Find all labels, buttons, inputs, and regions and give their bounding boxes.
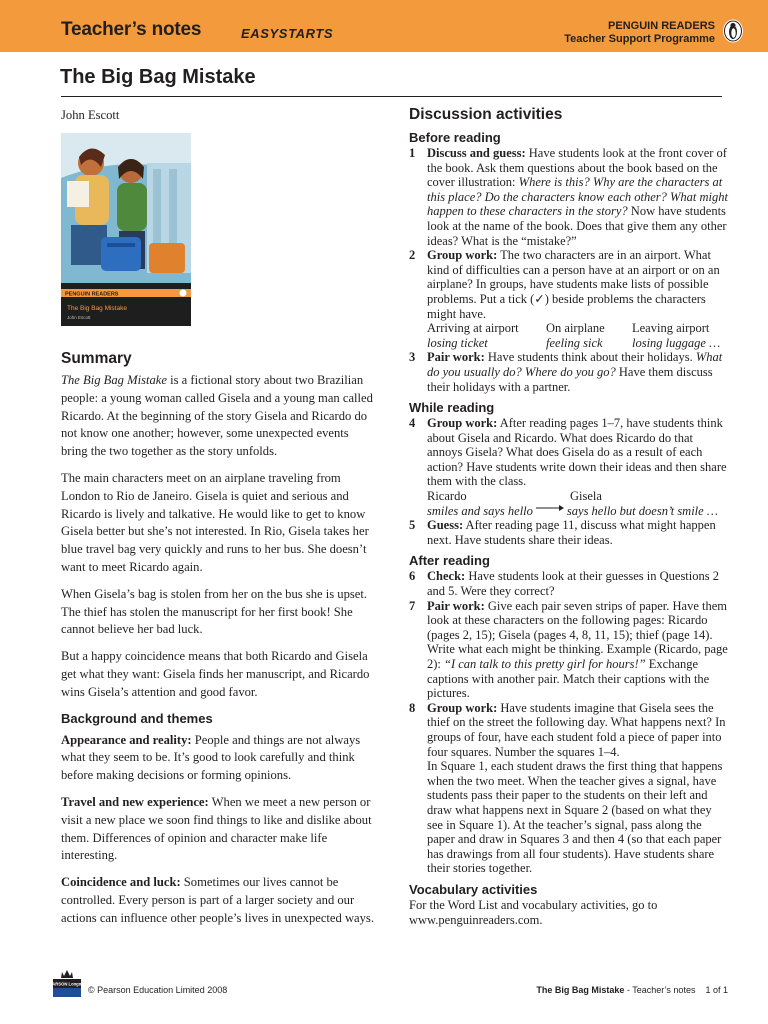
column-ricardo: Ricardo <box>427 489 467 504</box>
theme-coincidence-text: Sometimes our lives cannot be controlled. Every person is part of a larger society and our actions can influence other people’s lives in unexpected ways. <box>61 875 374 925</box>
activity-label: Group work: <box>427 700 498 715</box>
while-reading-section <box>409 400 729 547</box>
book-cover-illustration <box>61 133 191 326</box>
activity-7 <box>409 599 729 701</box>
activity-text: After reading page 11, discuss what might happen next. Have students share their ideas. <box>427 518 716 547</box>
theme-travel-label: Travel and new experience: <box>61 794 209 809</box>
theme-appearance <box>61 732 377 785</box>
activity-number: 6 <box>409 569 416 584</box>
activity-label: Guess: <box>427 518 464 533</box>
pearson-longman-logo-icon <box>46 969 88 997</box>
airport-table-header <box>409 321 729 336</box>
brand-line-2: Teacher Support Programme <box>564 33 715 45</box>
activity-6 <box>409 569 729 598</box>
theme-travel-text: When we meet a new person or visit a new place we soon find things to like and dislike about them. Differences of opinion and character make life interesting. <box>61 794 372 863</box>
theme-appearance-text: People and things are not always what they seem to be. It’s good to look carefully and think before making decisions or forming opinions. <box>61 732 361 783</box>
theme-coincidence-label: Coincidence and luck: <box>61 875 181 890</box>
column-arriving: Arriving at airport <box>427 321 519 336</box>
airport-table-example <box>409 336 729 351</box>
page-number: 1 of 1 <box>705 985 728 995</box>
column-leaving: Leaving airport <box>632 321 710 336</box>
vocabulary-section <box>409 882 729 927</box>
summary-p1-text: is a fictional story about two Brazilian people: a young woman called Gisela and a young man called Ricardo. At the beginning of the story Gisela and Ricardo do not know one another; however, some unexpected events bring the two together as the story unfolds. <box>61 373 373 459</box>
activity-text: Give each pair seven strips of paper. Have them look at these characters on the following pages: Ricardo (pages 2, 15); Gisela (pages 4, 8, 11, 15); thief (page 14). Write what each might be thinking. Example (Ricardo, page 2): <box>427 598 728 671</box>
while-reading-heading: While reading <box>409 400 495 416</box>
activity-text: Exchange captions with another pair. Match their captions with the pictures. <box>427 657 710 701</box>
summary-paragraph-3: When Gisela’s bag is stolen from her on the bus she is upset. The thief has stolen the manuscript for her first book! She cannot believe her bad luck. <box>61 586 368 637</box>
example-on-airplane: feeling sick <box>546 335 603 350</box>
activity-8-continued: In Square 1, each student draws the first thing that happens when the two meet. When the teacher gives a signal, have students pass their paper to the students on their left and draw what happens next in Square 2 (based on what they see in Square 1). At the teacher’s signal, pass along the paper and draw in Squares 3 and then 4 (so that each paper has drawings from all four students). Have students share their stories together. <box>427 759 723 876</box>
activity-4 <box>409 416 729 489</box>
copyright: © Pearson Education Limited 2008 <box>88 985 228 995</box>
book-cover-image <box>61 133 191 326</box>
after-reading-heading: After reading <box>409 553 490 569</box>
summary-paragraph-2: The main characters meet on an airplane traveling from London to Rio de Janeiro. Gisela is quiet and serious and Ricardo is lively and talkative. He would like to get to know Gisela better but she’s not interested. In Rio, Gisela takes her blue travel bag very quickly and runs to her bus. She doesn’t want to meet Ricardo again. <box>61 470 369 574</box>
before-reading-heading: Before reading <box>409 130 501 145</box>
penguin-logo-icon <box>722 19 744 43</box>
discussion-heading: Discussion activities <box>409 106 563 123</box>
activity-label: Group work: <box>427 248 498 263</box>
series-label: EASYSTARTS <box>241 26 334 41</box>
character-table-example <box>409 504 729 519</box>
theme-travel <box>61 794 377 865</box>
activity-text: Have them discuss their holidays with a partner. <box>427 364 713 394</box>
activity-number: 3 <box>409 350 416 365</box>
cover-author: John Escott <box>67 315 91 320</box>
activity-example-quote: “I can talk to this pretty girl for hours!” <box>444 657 646 671</box>
summary-book-title: The Big Bag Mistake <box>61 373 167 387</box>
footer-doc-suffix: - Teacher’s notes <box>624 985 696 995</box>
example-leaving: losing luggage … <box>632 335 721 350</box>
column-on-airplane: On airplane <box>546 321 605 336</box>
vocabulary-heading: Vocabulary activities <box>409 881 538 897</box>
page-title: The Big Bag Mistake <box>60 66 256 88</box>
activity-text: Have students imagine that Gisela sees the thief on the street the following day. What happens next? In groups of four, have each student fold a piece of paper into four squares. Number the squares 1–4. <box>427 700 726 759</box>
after-reading-section <box>409 553 729 875</box>
activity-label: Pair work: <box>427 350 485 365</box>
vocabulary-text: For the Word List and vocabulary activities, go to www.penguinreaders.com. <box>409 897 658 927</box>
example-ricardo: smiles and says hello <box>427 503 533 518</box>
summary-paragraph-1 <box>61 372 377 461</box>
brand-block <box>564 20 715 46</box>
summary-heading: Summary <box>61 350 132 367</box>
activity-3 <box>409 350 729 394</box>
activity-questions: Where is this? Why are the characters at this place? Do the characters know each other? What might happen to these characters in the story? <box>427 175 728 219</box>
activity-1 <box>409 146 729 248</box>
example-gisela: says hello but doesn’t smile … <box>566 503 718 518</box>
activity-text: Have students look at the front cover of the book. Ask them questions about the book based on the cover illustration: <box>427 146 727 190</box>
activity-2 <box>409 248 729 321</box>
summary-paragraph-4: But a happy coincidence means that both Ricardo and Gisela get what they want: Gisela finds her manuscript, and Ricardo wins Gisela’s attention and good favor. <box>61 649 370 699</box>
author-name: John Escott <box>61 108 120 122</box>
activity-text: Have students look at their guesses in Questions 2 and 5. Were they correct? <box>427 569 719 599</box>
activity-number: 8 <box>409 700 416 715</box>
right-column <box>409 106 729 927</box>
pearson-logo-text: PEARSON Longman <box>46 981 88 987</box>
background-heading: Background and themes <box>61 710 213 726</box>
activity-5 <box>409 518 729 547</box>
column-gisela: Gisela <box>570 489 602 504</box>
theme-appearance-label: Appearance and reality: <box>61 732 192 747</box>
activity-number: 1 <box>409 146 416 160</box>
activity-number: 2 <box>409 248 416 263</box>
activity-label: Check: <box>427 569 466 584</box>
activity-text: Have students think about their holidays. <box>484 350 696 365</box>
brand-line-1: PENGUIN READERS <box>608 20 715 32</box>
arrow-right-icon <box>535 504 565 512</box>
activity-number: 7 <box>409 598 416 613</box>
title-divider <box>61 96 722 97</box>
header-title: Teacher’s notes <box>61 19 202 40</box>
activity-text: The two characters are in an airport. What kind of difficulties can a person have at an airport or on an airplane? In groups, have students make lists of possible problems. Put a tick (✓) beside problems the characters might have. <box>427 248 720 321</box>
activity-text: After reading pages 1–7, have students think about Gisela and Ricardo. What does Ricardo do that annoys Gisela? What does Gisela do as a result of each action? Have students write down their ideas and then share them with the class. <box>427 416 727 489</box>
footer-document-info <box>536 985 728 995</box>
example-arriving: losing ticket <box>427 335 488 350</box>
activity-number: 5 <box>409 518 416 533</box>
character-table-header <box>409 489 729 504</box>
theme-coincidence <box>61 874 377 927</box>
cover-series-label: PENGUIN READERS <box>65 291 119 298</box>
activity-label: Pair work: <box>427 598 485 613</box>
activity-questions: What do you usually do? Where do you go? <box>427 350 723 379</box>
before-reading-section <box>409 130 729 394</box>
footer-book-title: The Big Bag Mistake <box>536 985 625 995</box>
activity-8 <box>409 701 729 759</box>
activity-number: 4 <box>409 416 416 431</box>
left-column <box>61 106 377 937</box>
cover-title: The Big Bag Mistake <box>67 305 127 312</box>
activity-label: Group work: <box>427 416 498 431</box>
activity-label: Discuss and guess: <box>427 146 526 160</box>
activity-text: Now have students look at the name of the book. Does that give them any other ideas? What is the “mistake?” <box>427 204 727 248</box>
